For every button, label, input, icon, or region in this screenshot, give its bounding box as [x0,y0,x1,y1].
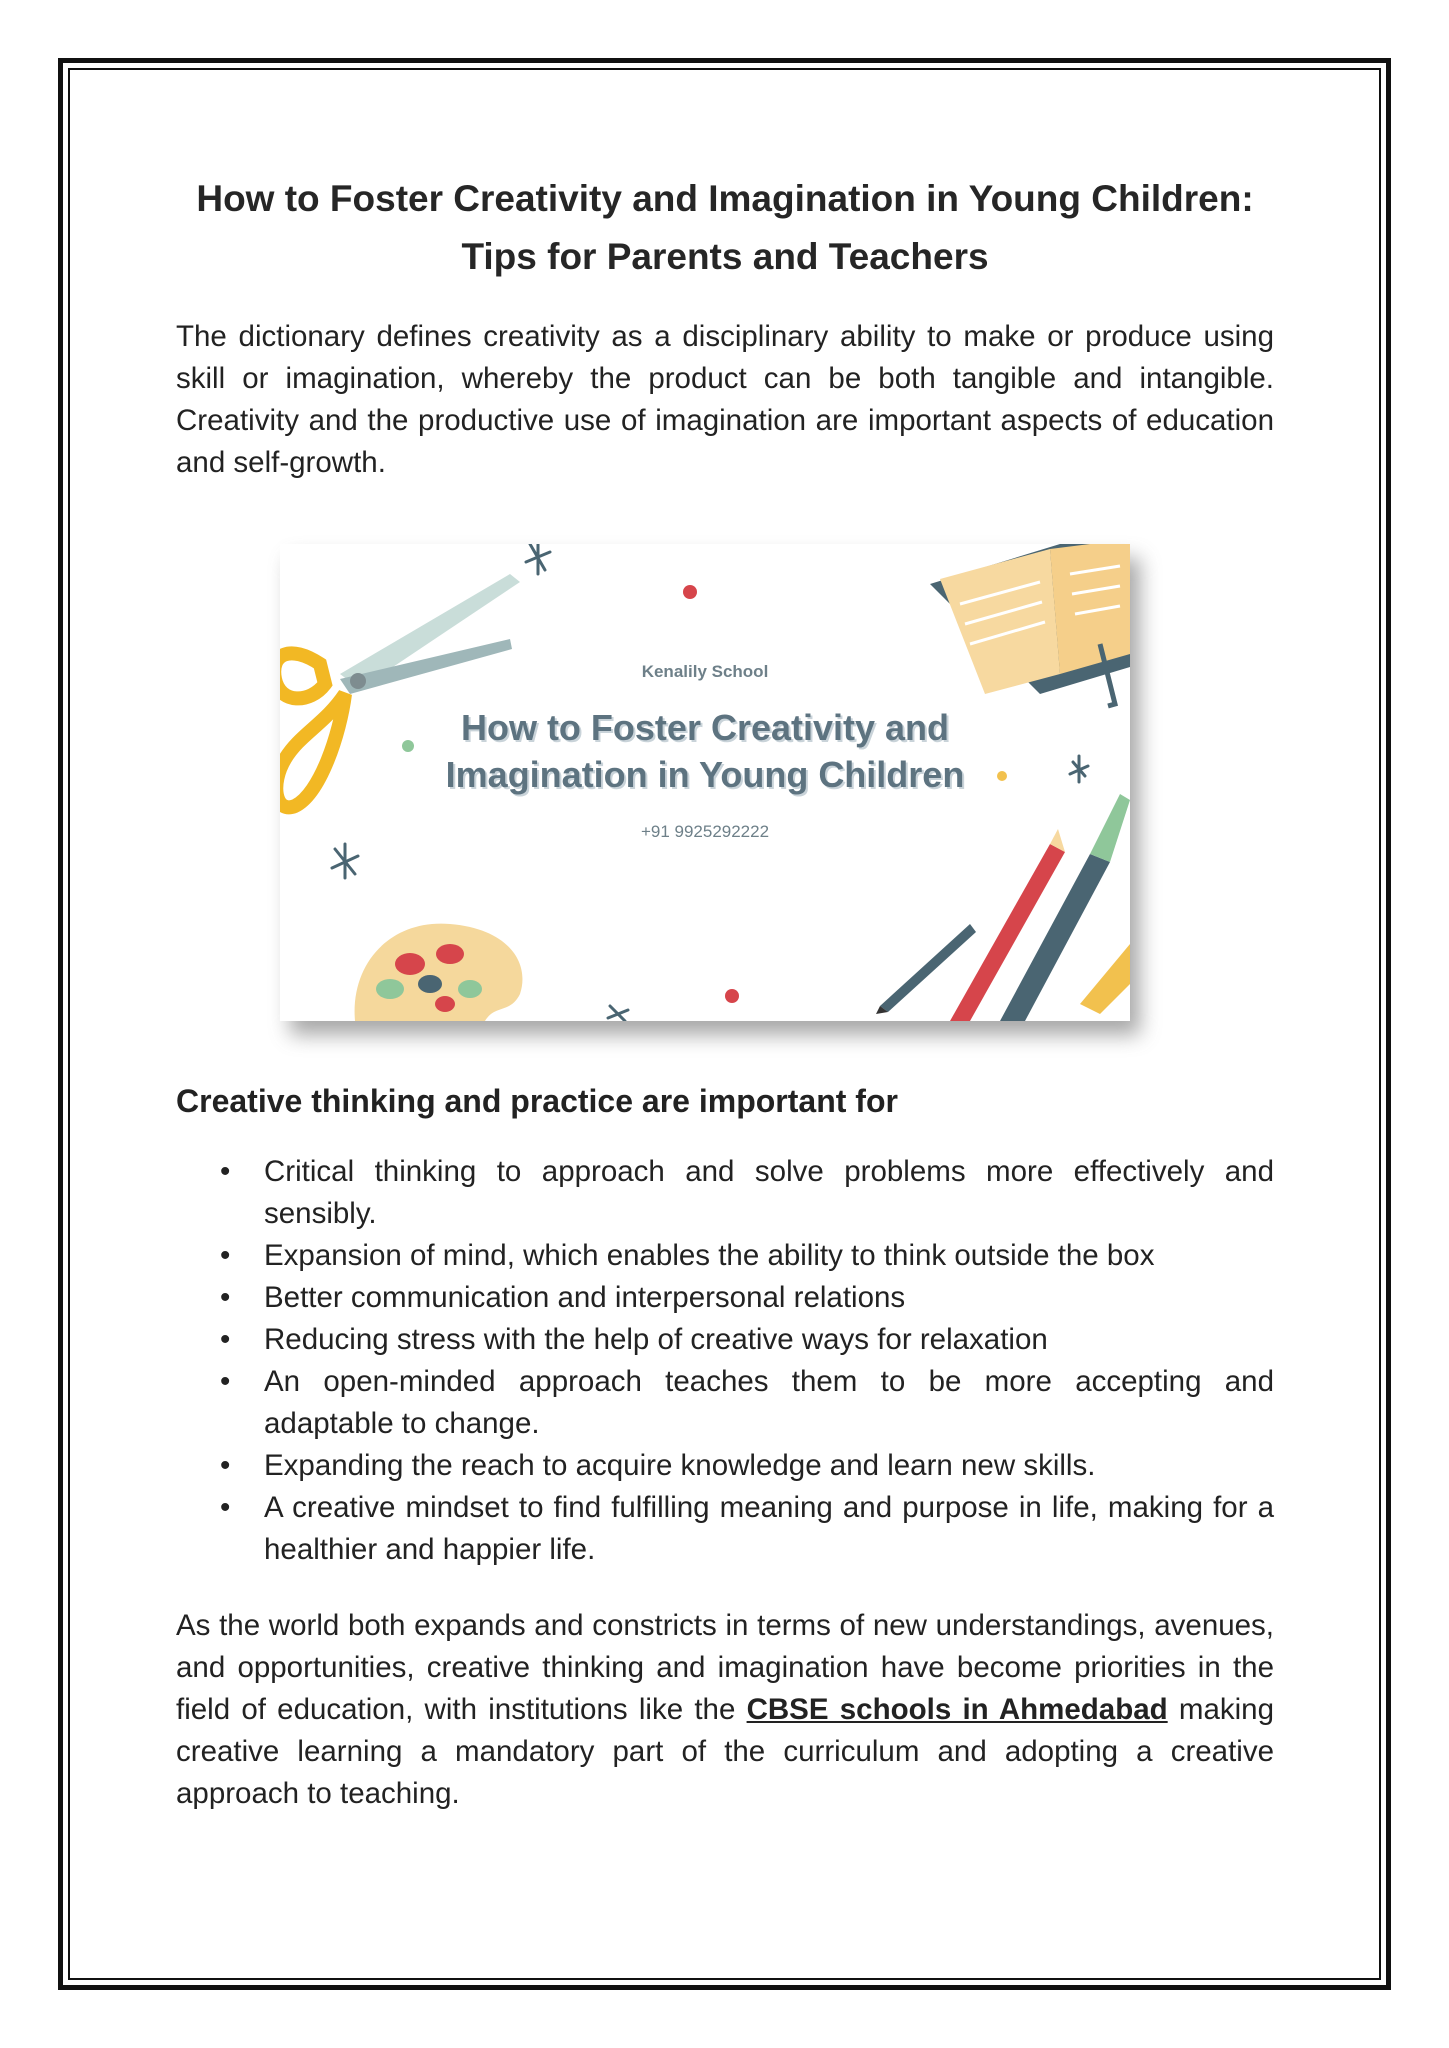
list-item: • Expansion of mind, which enables the ability to think outside the box [176,1235,1274,1277]
bullet-icon: • [220,1281,231,1314]
closing-paragraph: As the world both expands and constricts in terms of new understandings, avenues, and opportunities, creative thinking and imagination have become priorities in the field of education, with institutions like the CBSE schools in Ahmedabad making creative learning a mandatory part of the curriculum and adopting a creative approach to teaching. [176,1609,1274,1810]
benefits-list [176,1151,1274,1571]
intro-paragraph: The dictionary defines creativity as a disciplinary ability to make or produce using skill or imagination, whereby the product can be both tangible and intangible. Creativity and the productive use of imagination are important aspects of education and self-growth. [176,320,1274,479]
page-title [176,170,1274,286]
banner-figure [280,544,1130,1021]
list-item: • An open-minded approach teaches them to be more accepting and adaptable to change. [176,1361,1274,1445]
section-heading: Creative thinking and practice are important for [176,1083,898,1119]
list-item: • A creative mindset to find fulfilling meaning and purpose in life, making for a healthier and happier life. [176,1487,1274,1571]
bullet-icon: • [220,1449,231,1482]
banner-title [280,704,1130,798]
banner-title-line-2: Imagination in Young Children [445,754,965,795]
banner-phone: +91 9925292222 [640,822,770,841]
banner-school-name: Kenalily School [641,662,769,681]
title-line-2: Tips for Parents and Teachers [461,236,989,277]
document-body [176,170,1274,1815]
banner-title-line-1: How to Foster Creativity and [460,707,950,748]
cbse-schools-link[interactable]: CBSE schools in Ahmedabad [746,1693,1168,1726]
bullet-icon: • [220,1491,231,1524]
bullet-icon: • [220,1323,231,1356]
list-item: • Reducing stress with the help of creative ways for relaxation [176,1319,1274,1361]
bullet-icon: • [220,1239,231,1272]
banner-image [280,544,1130,1021]
list-item: • Critical thinking to approach and solve problems more effectively and sensibly. [176,1151,1274,1235]
list-item: • Expanding the reach to acquire knowledge and learn new skills. [176,1445,1274,1487]
palette-icon [355,924,523,1021]
list-item: • Better communication and interpersonal relations [176,1277,1274,1319]
bullet-icon: • [220,1365,231,1398]
title-line-1: How to Foster Creativity and Imagination in Young Children: [196,178,1254,219]
bullet-icon: • [220,1155,231,1188]
